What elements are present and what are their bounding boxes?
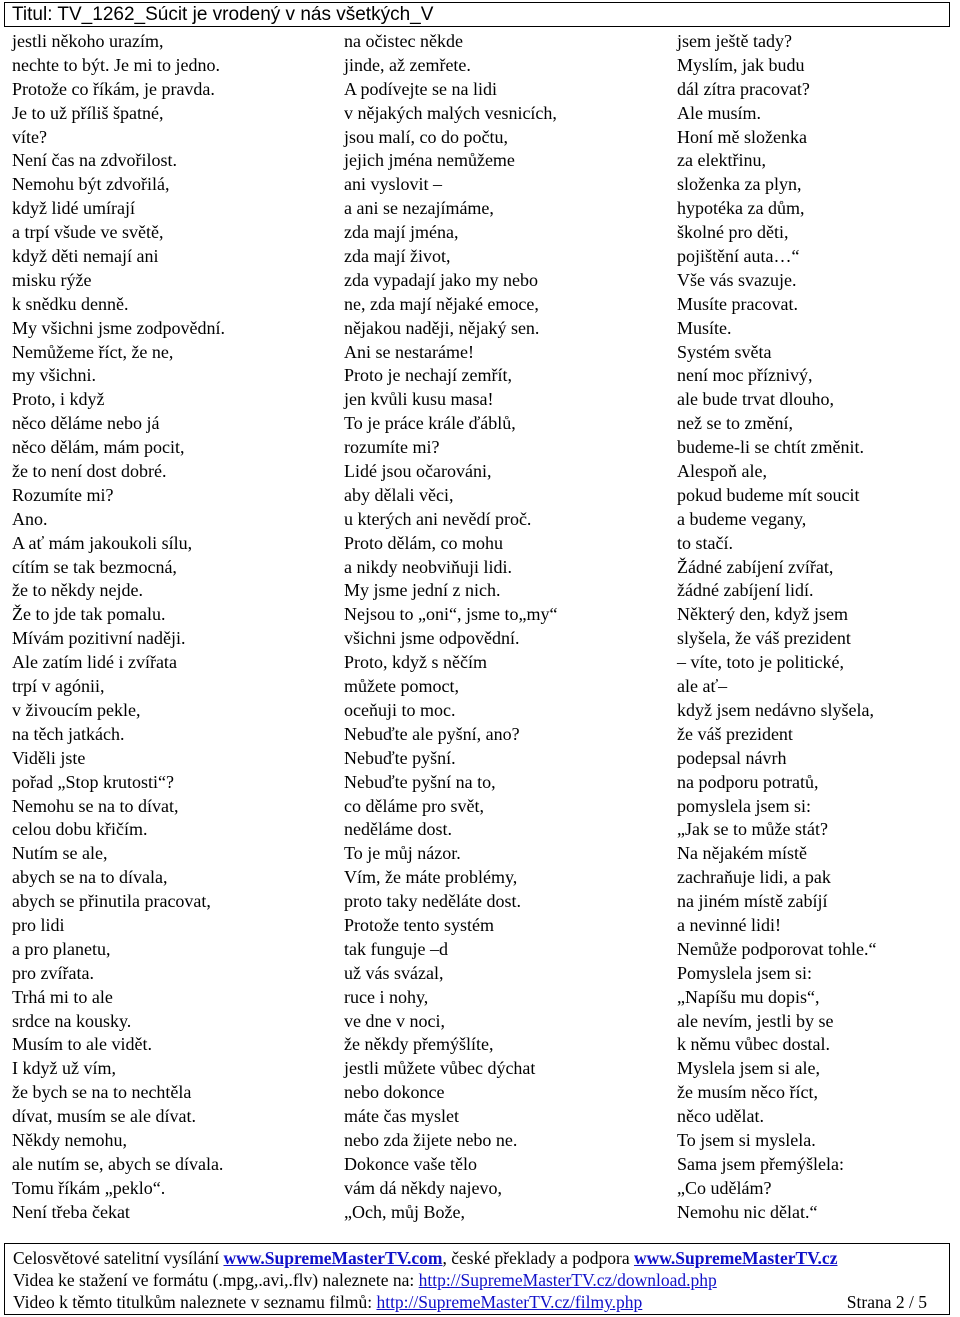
text-line: Tomu říkám „peklo“. <box>12 1177 166 1198</box>
text-line: dívat, musím se ale dívat. <box>12 1106 196 1127</box>
text-line: pro zvířata. <box>12 962 94 983</box>
text-line: máte čas myslet <box>344 1106 459 1127</box>
text-column-3 <box>677 30 876 1225</box>
text-line: všichni jsme odpovědní. <box>344 628 520 649</box>
text-line: Alespoň ale, <box>677 461 767 482</box>
text-line: I když už vím, <box>12 1058 116 1079</box>
text-line: Nemůže podporovat tohle.“ <box>677 938 877 959</box>
text-line: misku rýže <box>12 269 92 290</box>
text-line: Protože tento systém <box>344 914 494 935</box>
text-line: Nebuďte ale pyšní, ano? <box>344 723 520 744</box>
text-line: ale ať– <box>677 676 728 697</box>
text-line: že musím něco říct, <box>677 1082 818 1103</box>
text-line: my všichni. <box>12 365 96 386</box>
text-column-2 <box>344 30 557 1225</box>
text-line: Nebuďte pyšní na to, <box>344 771 496 792</box>
text-line: Protože co říkám, je pravda. <box>12 78 215 99</box>
text-line: co děláme pro svět, <box>344 795 484 816</box>
text-line: Trhá mi to ale <box>12 986 113 1007</box>
footer-line-3 <box>13 1291 949 1313</box>
text-line: slyšela, že váš prezident <box>677 628 851 649</box>
text-line: cítím se tak bezmocná, <box>12 556 177 577</box>
text-line: v živoucím pekle, <box>12 699 141 720</box>
text-line: a trpí všude ve světě, <box>12 222 164 243</box>
suprememastertv-cz-link[interactable]: www.SupremeMasterTV.cz <box>633 1248 838 1268</box>
text-line: ale nutím se, abych se dívala. <box>12 1153 224 1174</box>
text-line: Proto, i když <box>12 389 105 410</box>
text-line: nebo dokonce <box>344 1082 445 1103</box>
text-line: dál zítra pracovat? <box>677 78 810 99</box>
text-line: – víte, toto je politické, <box>677 652 844 673</box>
page-number: Strana 2 / 5 <box>846 1292 927 1312</box>
footer-line-1 <box>13 1247 949 1269</box>
text-line: Někdy nemohu, <box>12 1129 127 1150</box>
text-column-1 <box>12 30 225 1225</box>
text-line: Nemůžeme říct, že ne, <box>12 341 174 362</box>
text-line: ale nevím, jestli by se <box>677 1010 834 1031</box>
text-line: proto taky neděláte dost. <box>344 891 521 912</box>
text-line: jinde, až zemřete. <box>344 54 471 75</box>
text-line: celou dobu křičím. <box>12 819 148 840</box>
text-line: Že to jde tak pomalu. <box>12 604 166 625</box>
text-line: abych se na to dívala, <box>12 867 168 888</box>
text-line: Myslím, jak budu <box>677 54 805 75</box>
text-line: Myslela jsem si ale, <box>677 1058 820 1079</box>
text-line: oceňuji to moc. <box>344 699 456 720</box>
footer-text: Video k těmto titulkům naleznete v seznamu filmů: <box>13 1292 377 1312</box>
text-line: můžete pomoct, <box>344 676 459 697</box>
footer-line-2 <box>13 1269 949 1291</box>
text-line: pojištění auta…“ <box>677 246 800 267</box>
text-line: Systém světa <box>677 341 772 362</box>
text-line: budeme-li se chtít změnit. <box>677 437 864 458</box>
text-line: a nevinné lidi! <box>677 914 781 935</box>
text-line: Pomyslela jsem si: <box>677 962 812 983</box>
text-line: Nemohu být zdvořilá, <box>12 174 170 195</box>
text-line: a ani se nezajímáme, <box>344 198 494 219</box>
text-line: Ano. <box>12 508 48 529</box>
download-link[interactable]: http://SupremeMasterTV.cz/download.php <box>418 1270 717 1290</box>
text-line: Proto je nechají zemřít, <box>344 365 512 386</box>
text-line: nebo zda žijete nebo ne. <box>344 1129 518 1150</box>
footer <box>4 1243 950 1315</box>
text-line: jestli někoho urazím, <box>12 31 164 51</box>
text-line: Lidé jsou očarováni, <box>344 461 492 482</box>
text-line: „Jak se to může stát? <box>677 819 828 840</box>
text-line: Není čas na zdvořilost. <box>12 150 177 171</box>
text-line: Vše vás svazuje. <box>677 269 797 290</box>
text-line: že to někdy nejde. <box>12 580 143 601</box>
text-line: jsem ještě tady? <box>677 31 792 51</box>
text-line: zda vypadají jako my nebo <box>344 269 538 290</box>
text-line: něco děláme nebo já <box>12 413 160 434</box>
text-line: že bych se na to nechtěla <box>12 1082 192 1103</box>
text-line: pořad „Stop krutosti“? <box>12 771 174 792</box>
text-line: pokud budeme mít soucit <box>677 484 860 505</box>
text-line: My všichni jsme zodpovědní. <box>12 317 225 338</box>
text-line: Na nějakém místě <box>677 843 807 864</box>
text-line: rozumíte mi? <box>344 437 440 458</box>
text-line: Nejsou to „oni“, jsme to„my“ <box>344 604 558 625</box>
text-line: Mívám pozitivní naději. <box>12 628 186 649</box>
text-line: když jsem nedávno slyšela, <box>677 699 874 720</box>
text-line: na těch jatkách. <box>12 723 125 744</box>
footer-text: Celosvětové satelitní vysílání <box>13 1248 224 1268</box>
text-line: aby dělali věci, <box>344 484 454 505</box>
text-line: když děti nemají ani <box>12 246 159 267</box>
footer-text: , české překlady a podpora <box>442 1248 634 1268</box>
text-line: zda mají jména, <box>344 222 459 243</box>
text-line: My jsme jední z nich. <box>344 580 501 601</box>
text-line: Nutím se ale, <box>12 843 108 864</box>
text-line: něco dělám, mám pocit, <box>12 437 185 458</box>
text-line: není moc příznivý, <box>677 365 813 386</box>
text-line: jejich jména nemůžeme <box>344 150 515 171</box>
text-line: jen kvůli kusu masa! <box>344 389 494 410</box>
text-line: ale bude trvat dlouho, <box>677 389 834 410</box>
text-line: Není třeba čekat <box>12 1201 130 1222</box>
text-line: Rozumíte mi? <box>12 484 114 505</box>
text-line: Nemohu se na to dívat, <box>12 795 179 816</box>
text-line: že váš prezident <box>677 723 793 744</box>
text-line: tak funguje –d <box>344 938 448 959</box>
text-line: Ale zatím lidé i zvířata <box>12 652 177 673</box>
text-line: na očistec někde <box>344 31 463 51</box>
text-line: To je můj názor. <box>344 843 461 864</box>
text-line: hypotéka za dům, <box>677 198 805 219</box>
text-line: srdce na kousky. <box>12 1010 132 1031</box>
text-line: složenka za plyn, <box>677 174 802 195</box>
films-list-link[interactable]: http://SupremeMasterTV.cz/filmy.php <box>376 1292 643 1312</box>
text-line: nechte to být. Je mi to jedno. <box>12 54 220 75</box>
text-line: ne, zda mají nějaké emoce, <box>344 293 539 314</box>
text-line: žádné zabíjení lidí. <box>677 580 814 601</box>
text-line: pomyslela jsem si: <box>677 795 811 816</box>
text-line: neděláme dost. <box>344 819 452 840</box>
text-line: jestli můžete vůbec dýchat <box>344 1058 536 1079</box>
text-line: že někdy přemýšlíte, <box>344 1034 494 1055</box>
text-line: a budeme vegany, <box>677 508 807 529</box>
text-line: už vás svázal, <box>344 962 444 983</box>
text-line: A ať mám jakoukoli sílu, <box>12 532 193 553</box>
text-line: a nikdy neobviňuji lidi. <box>344 556 512 577</box>
text-line: že to není dost dobré. <box>12 461 167 482</box>
text-line: na jiném místě zabíjí <box>677 891 828 912</box>
text-line: než se to změní, <box>677 413 793 434</box>
text-line: trpí v agónii, <box>12 676 105 697</box>
text-line: podepsal návrh <box>677 747 787 768</box>
text-line: Musíte. <box>677 317 732 338</box>
text-line: zda mají život, <box>344 246 451 267</box>
text-line: jsou malí, co do počtu, <box>344 126 508 147</box>
text-line: k snědku denně. <box>12 293 129 314</box>
document-title: Titul: TV_1262_Súcit je vrodený v nás všetkých_V <box>4 2 950 27</box>
text-line: Dokonce vaše tělo <box>344 1153 477 1174</box>
text-line: Sama jsem přemýšlela: <box>677 1153 844 1174</box>
text-line: Nebuďte pyšní. <box>344 747 456 768</box>
text-line: zachraňuje lidi, a pak <box>677 867 831 888</box>
text-line: na podporu potratů, <box>677 771 819 792</box>
text-line: abych se přinutila pracovat, <box>12 891 211 912</box>
text-line: ruce i nohy, <box>344 986 429 1007</box>
text-line: u kterých ani nevědí proč. <box>344 508 532 529</box>
text-line: Některý den, když jsem <box>677 604 848 625</box>
text-line: „Napíšu mu dopis“, <box>677 986 820 1007</box>
text-line: Honí mě složenka <box>677 126 807 147</box>
text-line: Je to už příliš špatné, <box>12 102 164 123</box>
text-line: nějakou naději, nějaký sen. <box>344 317 540 338</box>
text-line: Ale musím. <box>677 102 761 123</box>
text-line: Žádné zabíjení zvířat, <box>677 556 834 577</box>
text-line: za elektřinu, <box>677 150 766 171</box>
text-line: „Co udělám? <box>677 1177 772 1198</box>
suprememastertv-com-link[interactable]: www.SupremeMasterTV.com <box>223 1248 443 1268</box>
text-line: to stačí. <box>677 532 733 553</box>
text-line: něco udělat. <box>677 1106 764 1127</box>
text-line: k němu vůbec dostal. <box>677 1034 830 1055</box>
text-line: když lidé umírají <box>12 198 135 219</box>
text-line: To je práce krále ďáblů, <box>344 413 516 434</box>
text-line: školné pro děti, <box>677 222 789 243</box>
text-line: A podívejte se na lidi <box>344 78 497 99</box>
text-line: Viděli jste <box>12 747 86 768</box>
text-line: To jsem si myslela. <box>677 1129 816 1150</box>
text-line: Nemohu nic dělat.“ <box>677 1201 818 1222</box>
text-line: „Och, můj Bože, <box>344 1201 465 1222</box>
text-line: Musíte pracovat. <box>677 293 798 314</box>
text-line: ve dne v noci, <box>344 1010 445 1031</box>
footer-text: Videa ke stažení ve formátu (.mpg,.avi,.flv) naleznete na: <box>13 1270 419 1290</box>
text-line: pro lidi <box>12 914 65 935</box>
text-line: v nějakých malých vesnicích, <box>344 102 557 123</box>
text-line: Proto dělám, co mohu <box>344 532 503 553</box>
text-line: Musím to ale vidět. <box>12 1034 152 1055</box>
text-line: Proto, když s něčím <box>344 652 487 673</box>
text-line: Vím, že máte problémy, <box>344 867 518 888</box>
text-line: a pro planetu, <box>12 938 111 959</box>
text-line: vám dá někdy najevo, <box>344 1177 502 1198</box>
text-line: Ani se nestaráme! <box>344 341 474 362</box>
text-line: ani vyslovit – <box>344 174 442 195</box>
text-line: víte? <box>12 126 47 147</box>
